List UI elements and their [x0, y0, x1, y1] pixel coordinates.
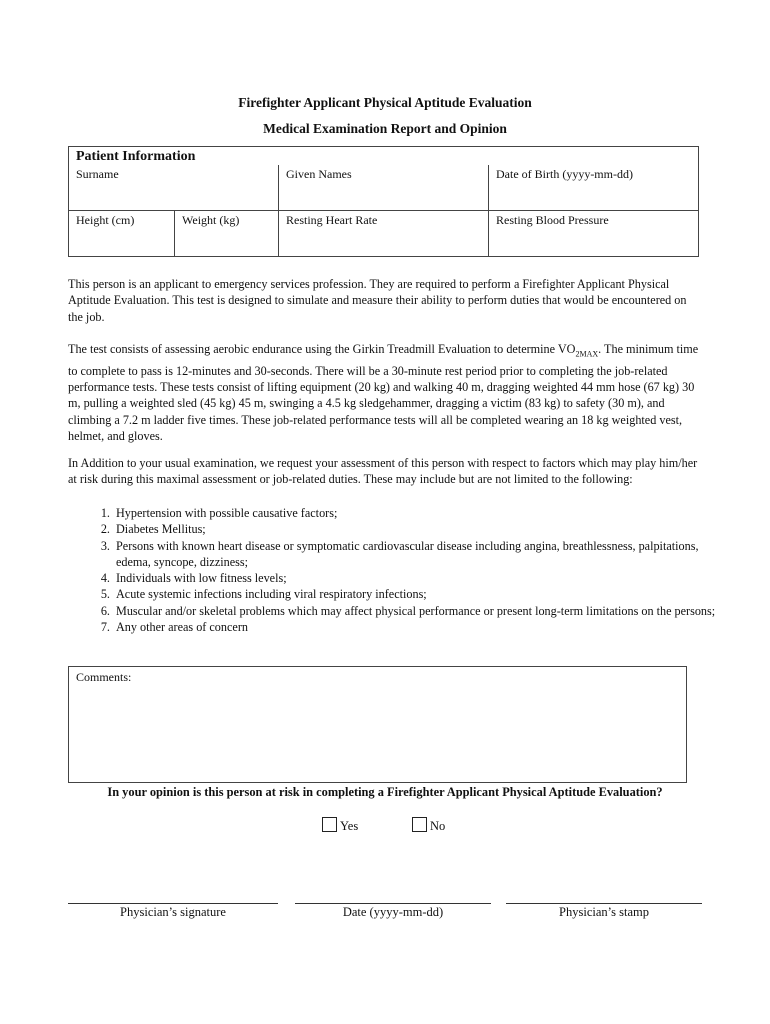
- surname-label: Surname: [76, 167, 119, 181]
- list-item: 1. Hypertension with possible causative factors;: [113, 505, 733, 521]
- height-label: Height (cm): [76, 213, 135, 227]
- dob-label: Date of Birth (yyyy-mm-dd): [496, 167, 633, 181]
- given-names-label: Given Names: [286, 167, 352, 181]
- surname-field[interactable]: [69, 165, 279, 211]
- weight-label: Weight (kg): [182, 213, 240, 227]
- resting-blood-pressure-field[interactable]: [489, 211, 699, 257]
- resting-blood-pressure-label: Resting Blood Pressure: [496, 213, 609, 227]
- list-item: 6. Muscular and/or skeletal problems which may affect physical performance or present long-term limitations on the persons;: [113, 603, 733, 619]
- resting-heart-rate-label: Resting Heart Rate: [286, 213, 378, 227]
- list-item: 2. Diabetes Mellitus;: [113, 521, 733, 537]
- risk-question: In your opinion is this person at risk in completing a Firefighter Applicant Physical Aptitude Evaluation?: [107, 785, 663, 799]
- physician-signature-label: Physician’s signature: [120, 905, 226, 919]
- intro-paragraph: This person is an applicant to emergency services profession. They are required to perform a Firefighter Applicant Physical Aptitude Evaluation. This test is designed to simulate and measure their ability to perform duties that would be encountered on the job.: [68, 277, 687, 324]
- test-description-part2: . The minimum time to complete to pass is 12-minutes and 30-seconds. There will be a 30-minute rest period prior to completing the job-related performance tests. These tests consist of lifting equipment (20 kg) and walking 40 m, dragging weighted 44 mm hose (67 kg) 30 m, pulling a weighted sled (45 kg) 45 m, swinging a 4.5 kg sledgehammer, dragging a victim (83 kg) to safety (30 m), and climbing a 7.2 m ladder five times. These job-related performance tests will all be completed wearing an 18 kg weighted vest, helmet, and gloves.: [68, 342, 699, 443]
- risk-factors-list: [68, 505, 733, 635]
- no-label: No: [430, 819, 446, 833]
- yes-checkbox[interactable]: [322, 817, 337, 832]
- vo2max-subscript: 2MAX: [575, 349, 599, 359]
- list-item: 3. Persons with known heart disease or symptomatic cardiovascular disease including angina, breathlessness, palpitations, edema, syncope, dizziness;: [113, 538, 733, 571]
- patient-info-heading: Patient Information: [69, 147, 699, 166]
- assessment-request-paragraph: In Addition to your usual examination, we request your assessment of this person with respect to factors which may play him/her at risk during this maximal assessment or job-related duties. These may include but are not limited to the following:: [68, 456, 698, 487]
- date-label: Date (yyyy-mm-dd): [342, 905, 444, 919]
- no-option[interactable]: [412, 817, 445, 834]
- form-title: Firefighter Applicant Physical Aptitude Evaluation: [238, 95, 532, 110]
- height-field[interactable]: [69, 211, 175, 257]
- yes-label: Yes: [340, 819, 359, 833]
- physician-stamp-line[interactable]: [506, 903, 702, 920]
- physician-signature-line[interactable]: [68, 903, 278, 920]
- resting-heart-rate-field[interactable]: [279, 211, 489, 257]
- list-item: 4. Individuals with low fitness levels;: [113, 570, 733, 586]
- physician-stamp-label: Physician’s stamp: [559, 905, 649, 919]
- date-signature-line[interactable]: [295, 903, 491, 920]
- list-item: 5. Acute systemic infections including viral respiratory infections;: [113, 586, 733, 602]
- comments-box[interactable]: [68, 666, 687, 783]
- test-description-part1: The test consists of assessing aerobic endurance using the Girkin Treadmill Evaluation to determine VO: [68, 342, 576, 356]
- no-checkbox[interactable]: [412, 817, 427, 832]
- form-subtitle: Medical Examination Report and Opinion: [263, 121, 507, 136]
- patient-info-table: [68, 146, 699, 257]
- comments-label: Comments:: [76, 670, 132, 684]
- test-description-paragraph: [68, 341, 704, 444]
- yes-option[interactable]: [322, 817, 358, 834]
- given-names-field[interactable]: [279, 165, 489, 211]
- dob-field[interactable]: [489, 165, 699, 211]
- list-item: 7. Any other areas of concern: [113, 619, 733, 635]
- weight-field[interactable]: [175, 211, 279, 257]
